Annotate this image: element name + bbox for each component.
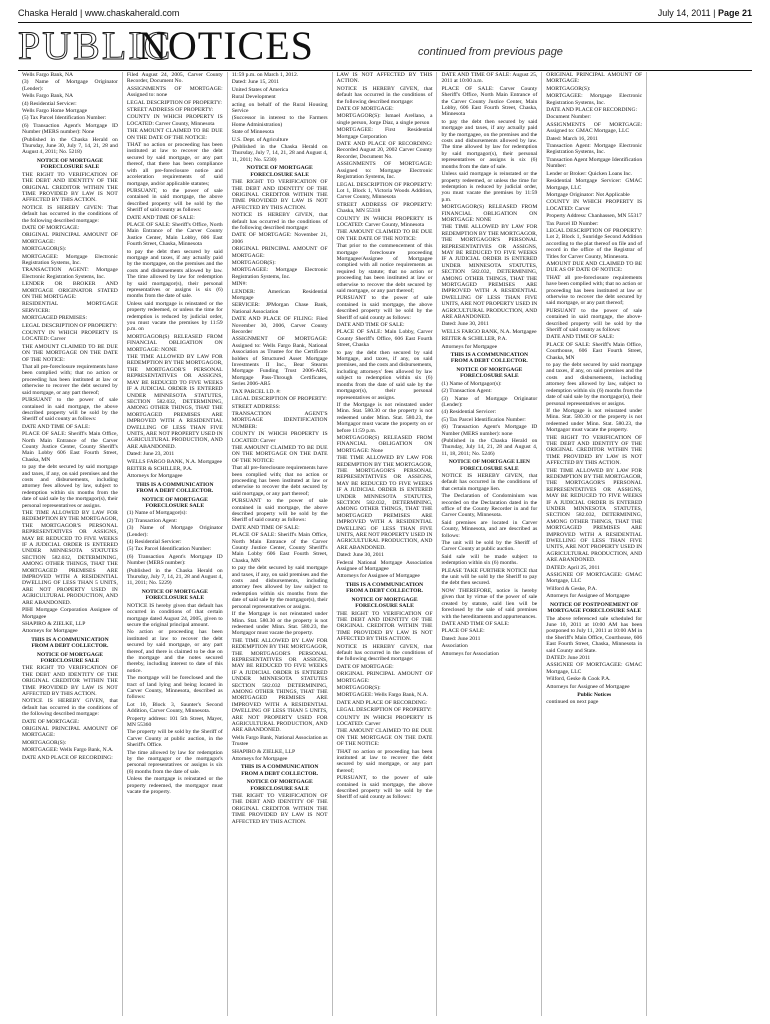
notice-heading: NOTICE OF MORTGAGE FORECLOSURE SALE bbox=[246, 165, 313, 178]
notice-paragraph: (6) Transaction Agent's Mortgage ID Number (MERS number): None bbox=[22, 122, 118, 136]
notice-paragraph: No action or proceeding has been instituted at law to recover the debt secured by said mortgage, or any part thereof, and there is claimed to be due on the mortgage and the notes secured thereby, including interest to date of this notice. bbox=[126, 629, 223, 674]
notice-paragraph: ORIGINAL PRINCIPAL AMOUNT OF MORTGAGE: bbox=[22, 232, 118, 245]
notice-paragraph: ASSIGNMENTS OF MORTGAGE: Assigned to: GMAC Mortgage, LLC bbox=[546, 121, 643, 135]
notice-heading: THIS IS A COMMUNICATION FROM A DEBT COLLECTOR. bbox=[450, 352, 529, 365]
notice-paragraph: Attorneys for Mortgagee bbox=[441, 343, 498, 350]
notice-paragraph: (3) Name of Mortgage Originator (Lender): bbox=[22, 79, 118, 92]
notice-paragraph: (4) Residential Servicer: bbox=[441, 409, 497, 416]
notice-paragraph: (Published in the Chaska Herald on Thursday, July 7, 14, 21, 28 and August 4, 11, 2011; No. 5229) bbox=[126, 567, 223, 587]
notice-paragraph: LEGAL DESCRIPTION OF PROPERTY: bbox=[231, 396, 327, 403]
notice-paragraph: Dated: June 23, 2011 bbox=[126, 451, 175, 458]
notice-paragraph: (1) Name of Mortgagor(s): bbox=[126, 510, 187, 517]
notice-paragraph: MORTGAGOR(S) RELEASED FROM FINANCIAL OBLIGATION ON MORTGAGE: None bbox=[336, 434, 433, 454]
notice-paragraph: THE RIGHT TO VERIFICATION OF THE DEBT AND IDENTITY OF THE ORIGINAL CREDITOR WITHIN THE TIME PROVIDED BY LAW IS NOT AFFECTED BY THIS ACTION. bbox=[546, 434, 643, 467]
notice-paragraph: LEGAL DESCRIPTION OF PROPERTY: bbox=[336, 707, 432, 714]
notice-column-2 bbox=[123, 72, 228, 1016]
notice-heading: THIS IS A COMMUNICATION FROM A DEBT COLLECTOR. bbox=[136, 481, 214, 495]
notice-paragraph: Wells Fargo Bank, National Association as Trustee bbox=[231, 734, 328, 748]
notice-paragraph: LENDER OR BROKER AND MORTGAGE ORIGINATOR STATED ON THE MORTGAGE: bbox=[22, 281, 118, 300]
notice-paragraph: Residential Mortgage Servicer: GMAC Mortgage, LLC bbox=[546, 178, 643, 191]
notice-paragraph: to pay the debt secured by said mortgage and taxes, if any, on said premises and the costs and disbursements, including attorney fees allowed by law, subject to redemption within six months from the date of said sale by the mortgagor(s), their personal representatives or assigns. bbox=[22, 464, 118, 509]
notice-paragraph: DATE OF MORTGAGE: bbox=[22, 224, 80, 231]
notice-heading: Public Notices bbox=[577, 691, 612, 698]
notice-paragraph: Document Number: bbox=[546, 114, 591, 121]
notice-paragraph: THE TIME ALLOWED BY LAW FOR REDEMPTION BY THE MORTGAGOR, THE MORTGAGOR'S PERSONAL REPRESENTATIVES OR ASSIGNS, MAY BE REDUCED TO FIVE WEEKS IF A JUDICIAL ORDER IS ENTERED UNDER MINNESOTA STATUTES SECTION 582.032, DETERMINING, AMONG OTHER THINGS, THAT THE MORTGAGED PREMISES ARE IMPROVED WITH A RESIDENTIAL DWELLING OF LESS THAN 5 UNITS, ARE NOT PROPERTY USED IN AGRICULTURAL PRODUCTION, AND ARE ABANDONED. bbox=[22, 510, 118, 606]
notice-paragraph: ASSIGNMENTS OF MORTGAGE: Assigned to: none bbox=[126, 85, 223, 99]
notice-paragraph: PURSUANT to the power of sale contained in said mortgage, the above described property will be sold by the Sheriff of said county as follows: bbox=[231, 498, 328, 524]
notice-paragraph: SHAPIRO & ZIELKE, LLP bbox=[22, 620, 86, 627]
notice-paragraph: (6) Transaction Agent's Mortgage ID Number (MERS number): bbox=[126, 553, 223, 567]
notice-paragraph: to pay the debt then secured by said mortgage and taxes, if any actually paid by the mortgagee, on the premises and the costs and disbursements allowed by law. The time allowed by law for redemption by said mortgagor(s), their personal representatives or assigns is six (6) months from the date of sale. bbox=[441, 118, 538, 170]
notice-paragraph: MORTGAGOR(S) RELEASED FROM FINANCIAL OBLIGATION ON MORTGAGE: NONE bbox=[441, 204, 538, 223]
notice-paragraph: STREET ADDRESS OF PROPERTY: bbox=[126, 107, 214, 114]
notice-paragraph: COUNTY IN WHICH PROPERTY IS LOCATED: Carver County, Minnesota bbox=[126, 114, 223, 127]
notice-paragraph: Transaction Agent Mortgage Identification Number: bbox=[546, 156, 643, 170]
notice-paragraph: LAW IS NOT AFFECTED BY THIS ACTION. bbox=[336, 72, 433, 85]
notice-paragraph: to pay the debt secured by said mortgage and taxes, if any, on said premises and the costs and disbursements, including attorney fees allowed by law subject to redemption within six months from the date of said sale by the mortgagor(s), their personal representatives or assigns. bbox=[231, 565, 328, 610]
notice-paragraph: MORTGAGOR(S): bbox=[546, 85, 591, 92]
notice-paragraph: (2) Transaction Agent: bbox=[126, 517, 178, 524]
notice-paragraph: NOTICE IS HEREBY GIVEN, that default has occurred in the conditions of the following described mortgage: bbox=[22, 698, 118, 718]
notice-paragraph: COUNTY IN WHICH PROPERTY IS LOCATED: Carver bbox=[22, 330, 118, 343]
notice-paragraph: MORTGAGOR(S) RELEASED FROM FINANCIAL OBLIGATION ON MORTGAGE: NONE bbox=[126, 333, 223, 353]
notice-paragraph: Transaction Agent: Mortgage Electronic Registration Systems, Inc. bbox=[546, 143, 643, 156]
notice-paragraph: THE RIGHT TO VERIFICATION OF THE DEBT AND IDENTITY OF THE ORIGINAL CREDITOR WITHIN THE TIME PROVIDED BY LAW IS NOT AFFECTED BY THIS ACTION. bbox=[22, 665, 118, 697]
notice-paragraph: Filed August 24, 2005, Carver County Recorder, Document No. bbox=[126, 72, 223, 85]
notice-paragraph: The above referenced sale scheduled for June 10, 2011 at 10:00 AM has been postponed to July 11, 2011 at 10:00 AM in the Sheriff's Main Office, Courthouse, 606 East Fourth Street, Chaska, Minnesota in said County and State. bbox=[546, 615, 643, 654]
notice-paragraph: THAT no action or proceeding has been instituted at law to recover the debt secured by said mortgage, or any part thereof, that there has been compliance with all pre-foreclosure notice and acceleration requirements of said mortgage, and/or applicable statutes; bbox=[126, 142, 223, 187]
notice-paragraph: MORTGAGEE: Mortgage Electronic Registration Systems, Inc. bbox=[22, 253, 118, 266]
notice-paragraph: DATE AND TIME OF SALE: bbox=[336, 322, 405, 329]
notice-paragraph: If the Mortgage is not reinstated under Minn. Stat. 580.30 or the property is not redeemed under Minn. Stat. 580.23, the Mortgagor must vacate the property. bbox=[546, 407, 643, 434]
notice-paragraph: ASSIGNMENT OF MORTGAGE: Assigned to: Wells Fargo Bank, National Association as Trustee for the Certificate holders of Structured Asset Mortgage Investments II Inc., Bear Stearns Mortgage Funding Trust 2006-AR5, Mortgage Pass-Through Certificates, Series 2006-AR5 bbox=[231, 336, 328, 388]
notice-paragraph: 11:59 p.m. on March 1, 2012. bbox=[231, 72, 299, 78]
notice-paragraph: Mortgage Originator: Not Applicable bbox=[546, 191, 630, 198]
notice-paragraph: WELLS FARGO BANK, N.A. Mortgagee bbox=[126, 458, 222, 465]
notice-paragraph: DATE AND PLACE OF RECORDING: bbox=[546, 107, 638, 114]
notice-paragraph: LEGAL DESCRIPTION OF PROPERTY: bbox=[22, 322, 118, 329]
notice-paragraph: Wells Fargo Bank, NA bbox=[22, 93, 74, 100]
notice-column-5 bbox=[437, 72, 542, 1016]
notice-paragraph: That all pre-foreclosure requirements have been complied with; that no action or proceeding has been instituted at law or otherwise to recover the debt secured by said mortgage, or any part thereof; bbox=[22, 364, 118, 396]
notice-paragraph: Dated: March 16, 2011 bbox=[546, 135, 598, 142]
notice-paragraph: MORTGAGEE: Mortgage Electronic Registration Systems, Inc. bbox=[231, 267, 328, 280]
notice-paragraph: Property address: 101 5th Street, Mayer, MN 55360 bbox=[126, 715, 223, 728]
notice-paragraph: ORIGINAL PRINCIPAL AMOUNT OF MORTGAGE: bbox=[231, 246, 328, 259]
notice-paragraph: Wilford & Geske, P.A. bbox=[546, 585, 598, 592]
notice-paragraph: NOTICE IS HEREBY GIVEN, that default has occurred in the conditions of the following described mortgage: bbox=[336, 643, 433, 663]
notice-paragraph: (5) Tax Parcel Identification Number: bbox=[441, 416, 526, 423]
notice-paragraph: The property will be sold by the Sheriff of Carver County at public auction, in the Sheriff's Office. bbox=[126, 729, 223, 749]
notice-paragraph: DATE OF MORTGAGE: bbox=[336, 663, 394, 670]
notice-paragraph: LEGAL DESCRIPTION OF PROPERTY: Lot 1, Block 1, Victoria Woods Addition, Carver County, Minnesota bbox=[336, 181, 433, 201]
notice-paragraph: DATE AND PLACE OF RECORDING: Recorded August 20, 2002 Carver County Recorder, Document No. bbox=[336, 141, 433, 160]
notice-paragraph: ASSIGNEE OF MORTGAGEE: GMAC Mortgage, LLC bbox=[546, 572, 643, 585]
notice-paragraph: PURSUANT to the power of sale contained in said mortgage, the above-described property will be sold by the Sheriff of said county as follows: bbox=[546, 307, 643, 334]
publication-name: Chaska Herald | www.chaskaherald.com bbox=[18, 8, 180, 18]
notice-paragraph: Attorneys for Association bbox=[441, 650, 499, 657]
notice-heading: NOTICE OF MORTGAGE FORECLOSURE SALE bbox=[141, 496, 208, 509]
notice-paragraph: If the Mortgage is not reinstated under Minn. Stat. 580.30 or the property is not redeemed under Minn. Stat. 580.23, the Mortgagor must vacate the property. bbox=[231, 611, 328, 637]
notice-paragraph: NOW THEREFORE, notice is hereby given that by virtue of the power of sale created by statute, said lien will be foreclosed by the sale of said premises with the hereditaments and appurtenances. bbox=[441, 587, 538, 620]
notice-paragraph: (3) Name of Mortgage Originator (Lender): bbox=[441, 395, 538, 408]
notice-paragraph: MORTGAGOR(S): bbox=[336, 684, 381, 691]
notice-paragraph: The mortgage will be foreclosed and the tract of land lying and being located in Carver County, Minnesota, described as follows: bbox=[126, 675, 223, 701]
notice-paragraph: THE TIME ALLOWED BY LAW FOR REDEMPTION BY THE MORTGAGOR, THE MORTGAGOR'S PERSONAL REPRESENTATIVES OR ASSIGNS, MAY BE REDUCED TO FIVE WEEKS IF A JUDICIAL ORDER IS ENTERED UNDER MINNESOTA STATUTES, SECTION 582.032, DETERMINING, AMONG OTHER THINGS, THAT THE MORTGAGED PREMISES ARE IMPROVED WITH A RESIDENTIAL DWELLING OF LESS THAN FIVE UNITS, ARE NOT PROPERTY USED IN AGRICULTURAL PRODUCTION, AND ARE ABANDONED. bbox=[126, 354, 223, 450]
notice-heading: THIS IS A COMMUNICATION FROM A DEBT COLLECTOR. bbox=[240, 764, 319, 777]
notice-heading: THIS IS A COMMUNICATION FROM A DEBT COLLECTOR. bbox=[345, 581, 424, 595]
notice-paragraph: PLEASE TAKE FURTHER NOTICE that the unit will be sold by the Sheriff to pay the debt then secured. bbox=[441, 567, 538, 587]
notice-paragraph: MORTGAGOR(S): Ismael Arellano, a single person, Jorge Diaz, a single person bbox=[336, 113, 433, 126]
notice-paragraph: LEGAL DESCRIPTION OF PROPERTY: bbox=[126, 99, 222, 106]
notice-paragraph: (Successor in interest to the Farmers Home Administration) bbox=[231, 115, 328, 128]
notice-paragraph: (5) Tax Parcel Identification Number: bbox=[126, 546, 212, 553]
notice-paragraph: NOTICE IS HEREBY GIVEN: That default has occurred in the conditions of the following described mortgage: bbox=[22, 204, 118, 224]
notice-paragraph: THE AMOUNT CLAIMED TO BE DUE ON THE DATE OF THE NOTICE: bbox=[126, 128, 223, 141]
notice-paragraph: ORIGINAL PRINCIPAL AMOUNT OF MORTGAGE: bbox=[22, 726, 118, 739]
notice-paragraph: PURSUANT to the power of sale contained in said mortgage, the above described property will be sold by the Sheriff of said county as follows: bbox=[22, 397, 118, 423]
notice-paragraph: Dated: June 15, 2011 bbox=[231, 79, 280, 86]
notice-paragraph: THE AMOUNT CLAIMED TO BE DUE ON THE MORTGAGE ON THE DATE OF THE NOTICE: bbox=[22, 343, 118, 363]
notice-paragraph: MORTGAGEE: Mortgage Electronic Registration Systems, Inc. bbox=[546, 93, 643, 106]
notice-paragraph: Attorneys for Mortgagee bbox=[126, 473, 183, 480]
notice-paragraph: Wilford, Geske & Cook P.A. bbox=[546, 676, 611, 683]
notice-column-7 bbox=[647, 72, 752, 1016]
notice-paragraph: THE RIGHT TO VERIFICATION OF THE DEBT AND IDENTITY OF THE ORIGINAL CREDITOR WITHIN THE TIME PROVIDED BY LAW IS NOT AFFECTED BY THIS ACTION. bbox=[22, 171, 118, 204]
notice-paragraph: The Declaration of Condominium was recorded on the Declaration dated in the office of the County Recorder in and for Carver County, Minnesota. bbox=[441, 493, 538, 519]
notice-paragraph: Wells Fargo Home Mortgage bbox=[22, 108, 88, 115]
notice-paragraph: ASSIGNMENTS OF MORTGAGE: Assigned to: Mortgage Electronic Registration Systems, Inc. bbox=[336, 161, 433, 181]
notice-paragraph: DATE AND TIME OF SALE: bbox=[231, 524, 300, 531]
masthead-rule bbox=[18, 70, 752, 71]
notice-paragraph: (6) Transaction Agent's Mortgage ID Number (MERS number): none bbox=[441, 424, 538, 437]
masthead-notices: NOTICES bbox=[138, 23, 314, 68]
notice-paragraph: Said sale will be made subject to redemption within six (6) months. bbox=[441, 553, 538, 567]
notice-paragraph: THE AMOUNT CLAIMED TO BE DUE ON THE DATE OF THE NOTICE: bbox=[336, 229, 433, 242]
notice-paragraph: MORTGAGOR(S): bbox=[231, 259, 276, 266]
notice-paragraph: NOTICE IS HEREBY GIVEN, that default has occurred in the conditions of that certain mortgage lien. bbox=[441, 472, 538, 492]
notice-paragraph: PLACE OF SALE: bbox=[441, 628, 485, 635]
notice-paragraph: THE TIME ALLOWED BY LAW FOR REDEMPTION BY THE MORTGAGOR, THE MORTGAGOR'S PERSONAL REPRESENTATIVES OR ASSIGNS, MAY BE REDUCED TO FIVE WEEKS IF A JUDICIAL ORDER IS ENTERED UNDER MINNESOTA STATUTES SECTION 582.032 DETERMINING, AMONG OTHER THINGS, THAT THE MORTGAGED PREMISES ARE IMPROVED WITH A RESIDENTIAL DWELLING OF LESS THAN 5 UNITS, ARE NOT PROPERTY USED FOR AGRICULTURAL PRODUCTION, AND ARE ABANDONED. bbox=[231, 637, 328, 734]
notice-paragraph: THE RIGHT TO VERIFICATION OF THE DEBT AND IDENTITY OF THE ORIGINAL CREDITOR WITHIN THE TIME PROVIDED BY LAW IS NOT AFFECTED BY THIS ACTION. bbox=[231, 179, 328, 211]
notice-paragraph: DATE AND TIME OF SALE: bbox=[546, 334, 615, 341]
notice-paragraph: Unless said mortgage is reinstated or the property redeemed, or unless the time for redemption is reduced by judicial order, you must vacate the premises by 11:59 p.m. bbox=[441, 171, 538, 203]
notice-paragraph: (1) Name of Mortgagor(s): bbox=[441, 380, 502, 387]
notice-paragraph: PLACE OF SALE: Sheriff's Office, North Main Entrance of the Carver County Justice Center, Main Lobby, 606 East Fourth Street, Chaska, Minnesota bbox=[126, 221, 223, 248]
notice-paragraph: PLACE OF SALE: Sheriff's Main Office, Courthouse, 606 East Fourth Street, Chaska, MN bbox=[546, 341, 643, 361]
notice-paragraph: COUNTY IN WHICH PROPERTY IS LOCATED: Carver County, Minnesota bbox=[336, 215, 433, 228]
notice-paragraph: ORIGINAL PRINCIPAL AMOUNT OF MORTGAGE: bbox=[336, 671, 433, 684]
notice-paragraph: PLACE OF SALE: Main Lobby, Carver County Sheriff's Office, 606 East Fourth Street, Chaska bbox=[336, 329, 433, 349]
notice-paragraph: THE TIME ALLOWED BY LAW FOR REDEMPTION BY THE MORTGAGOR, THE MORTGAGOR'S PERSONAL REPRESENTATIVES OR ASSIGNS, MAY BE REDUCED TO FIVE WEEKS IF A JUDICIAL ORDER IS ENTERED UNDER MINNESOTA STATUTES, SECTION 582.032, DETERMINING, AMONG OTHER THINGS, THAT THE MORTGAGED PREMISES ARE IMPROVED WITH A RESIDENTIAL DWELLING OF LESS THAN FIVE UNITS, ARE NOT PROPERTY USED IN AGRICULTURAL PRODUCTION, AND ARE ABANDONED. bbox=[336, 455, 433, 551]
notice-paragraph: Said premises are located in Carver County, Minnesota, and are described as follows: bbox=[441, 519, 538, 539]
notice-paragraph: DATE OF MORTGAGE: bbox=[22, 718, 80, 725]
continued-note: continued from previous page bbox=[418, 46, 563, 58]
notice-paragraph: MORTGAGOR(S): bbox=[22, 246, 67, 253]
notice-paragraph: Dated: June 30, 2011 bbox=[441, 321, 489, 328]
notice-paragraph: WELLS FARGO BANK, N.A. Mortgagee bbox=[441, 328, 537, 335]
notice-paragraph: DATED: April 25, 2011 bbox=[546, 564, 600, 571]
notice-paragraph: Association bbox=[441, 643, 468, 650]
notice-paragraph: That prior to the commencement of this mortgage foreclosure proceeding Mortgagee/Assignee of Mortgagee complied with all notice requirements as required by statute; that no action or proceeding has been instituted at law or otherwise to recover the debt secured by said mortgage, or any part thereof; bbox=[336, 243, 433, 294]
notice-paragraph: TAX PARCEL I.D. #: bbox=[231, 388, 281, 395]
notice-paragraph: PURSUANT, to the power of sale contained in said mortgage, the above described property will be sold by the Sheriff of said county as follows: bbox=[336, 775, 433, 801]
page-header bbox=[18, 6, 752, 20]
notice-paragraph: Lot 10, Block 3, Saunter's Second Addition, Carver County, Minnesota. bbox=[126, 701, 223, 715]
notice-heading: NOTICE OF MORTGAGE LIEN FORECLOSURE SALE bbox=[448, 459, 530, 472]
notice-paragraph: PLACE OF SALE: Sheriff's Main Office, North Main Entrance of the Carver County Justice Center, County Sheriff's Main Lobby 606 East Fourth Street, Chaska, MN bbox=[22, 431, 118, 463]
notice-paragraph: COUNTY IN WHICH PROPERTY IS LOCATED: Carver bbox=[336, 714, 433, 727]
notice-heading: NOTICE OF MORTGAGE FORECLOSURE SALE bbox=[456, 366, 523, 380]
notice-heading: THIS IS A COMMUNICATION FROM A DEBT COLLECTOR. bbox=[31, 636, 109, 650]
page-number: Page 21 bbox=[717, 8, 752, 18]
notice-paragraph: (4) Residential Servicer: bbox=[126, 539, 182, 546]
notice-paragraph: PURSUANT, to the power of sale contained in said mortgage, the above described property will be sold by the Sheriff of said county as follows: bbox=[126, 187, 223, 214]
notice-heading: NOTICE OF MORTGAGE FORECLOSURE SALE bbox=[36, 651, 103, 664]
page-date-and-number: July 14, 2011 | Page 21 bbox=[657, 8, 752, 18]
notice-paragraph: THE TIME ALLOWED BY LAW FOR REDEMPTION BY THE MORTGAGOR, THE MORTGAGOR'S PERSONAL REPRESENTATIVES OR ASSIGNS, MAY BE REDUCED TO FIVE WEEKS IF A JUDICIAL ORDER IS ENTERED UNDER MINNESOTA STATUTES, SECTION 582.032, DETERMINING, AMONG OTHER THINGS, THAT THE MORTGAGED PREMISES ARE IMPROVED WITH A RESIDENTIAL DWELLING OF LESS THAN FIVE UNITS, ARE NOT PROPERTY USED IN AGRICULTURAL PRODUCTION, AND ARE ABANDONED. bbox=[441, 224, 538, 321]
notice-column-1 bbox=[18, 72, 123, 1016]
notice-paragraph: REITER & SCHILLER, P.A. bbox=[441, 336, 508, 343]
notice-paragraph: MORTGAGEE: First Residential Mortgage Corporation bbox=[336, 127, 433, 140]
notice-paragraph: DATE AND PLACE OF RECORDING: bbox=[22, 754, 113, 761]
notice-paragraph: Attorneys for Assignee of Mortgagee bbox=[336, 573, 420, 580]
notice-heading: NOTICE OF MORTGAGE FORECLOSURE SALE bbox=[246, 779, 313, 792]
notice-paragraph: DATE OF MORTGAGE: November 21, 2006 bbox=[231, 232, 328, 245]
notice-paragraph: continued on next page bbox=[546, 699, 599, 706]
section-masthead bbox=[18, 24, 752, 68]
notice-paragraph: COUNTY IN WHICH PROPERTY IS LOCATED: Carver bbox=[231, 431, 328, 444]
notice-column-4 bbox=[333, 72, 438, 1016]
notice-column-3 bbox=[228, 72, 333, 1016]
notice-paragraph: (4) Residential Servicer: bbox=[22, 100, 77, 107]
notice-paragraph: DATE AND TIME OF SALE: bbox=[441, 620, 510, 627]
notice-paragraph: to pay the debt secured by said mortgage and taxes, if any, on said premises and the costs and disbursements, including attorney fees allowed by law, subject to redemption within six (6) months from the date of said sale by the mortgagor(s), their personal representatives or assigns. bbox=[546, 362, 643, 407]
notice-paragraph: (3) Name of Mortgage Originator (Lender): bbox=[126, 525, 223, 538]
notice-paragraph: NOTICE IS HEREBY GIVEN, that default has occurred in the conditions of the following described mortgage: bbox=[336, 85, 433, 105]
notice-paragraph: ASSIGNEE OF MORTGAGEE: GMAC Mortgage, LLC bbox=[546, 662, 643, 675]
notice-paragraph: to pay the debt then secured by said Mortgage, and taxes, if any, on said premises, and the costs and disbursements, including attorneys' fees allowed by law subject to redemption within six (6) months from the date of said sale by the mortgagor(s), their personal representatives or assigns. bbox=[336, 349, 433, 401]
notice-paragraph: THE TIME ALLOWED BY LAW FOR REDEMPTION BY THE MORTGAGOR, THE MORTGAGOR'S PERSONAL REPRESENTATIVES OR ASSIGNS, MAY BE REDUCED TO FIVE WEEKS IF A JUDICIAL ORDER IS ENTERED UNDER MINNESOTA STATUTES, SECTION 582.032, DETERMINING, AMONG OTHER THINGS, THAT THE MORTGAGED PREMISES ARE IMPROVED WITH A RESIDENTIAL DWELLING OF LESS THAN FIVE UNITS, ARE NOT PROPERTY USED IN AGRICULTURAL PRODUCTION, AND ARE ABANDONED. bbox=[546, 467, 643, 564]
notice-paragraph: Unless said mortgage is reinstated or the property redeemed, or unless the time for redemption is reduced by judicial order, you must vacate the premises by 11:59 p.m. on bbox=[126, 300, 223, 333]
notice-paragraph: PURSUANT to the power of sale contained in said mortgage, the above described property will be sold by the Sheriff of said county as follows: bbox=[336, 295, 433, 321]
notice-paragraph: RESIDENTIAL MORTGAGE SERVICER: bbox=[22, 301, 118, 314]
notice-paragraph: DATE AND TIME OF SALE: August 25, 2011 at 10:00 a.m. bbox=[441, 72, 538, 85]
notice-paragraph: MORTGAGOR(S): bbox=[22, 739, 67, 746]
notice-column-6 bbox=[542, 72, 647, 1016]
notice-paragraph: DATE AND TIME OF SALE: bbox=[22, 423, 90, 430]
notice-paragraph: SHAPIRO & ZIELKE, LLP bbox=[231, 748, 296, 755]
notice-paragraph: MORTGAGEE: Wells Fargo Bank, N.A. bbox=[336, 692, 429, 699]
issue-date: July 14, 2011 bbox=[657, 8, 711, 18]
notice-paragraph: Lender or Broker: Quicken Loans Inc. bbox=[546, 170, 633, 177]
notice-paragraph: REITER & SCHILLER, P.A. bbox=[126, 465, 193, 472]
notice-paragraph: State of Minnesota bbox=[231, 129, 274, 136]
notice-paragraph: Wells Fargo Bank, NA bbox=[22, 72, 74, 78]
notice-columns bbox=[18, 72, 752, 1016]
notice-paragraph: STREET ADDRESS OF PROPERTY: Chaska, MN 55318 bbox=[336, 201, 433, 215]
notice-paragraph: PLACE OF SALE: Carver County Sheriff's Office, North Main Entrance of the Carver County Justice Center, Main Lobby, 606 East Fourth Street, Chaska, Minnesota bbox=[441, 85, 538, 118]
notice-paragraph: NOTICE IS HEREBY GIVEN, that default has occurred in the conditions of the following described mortgage: bbox=[231, 212, 328, 231]
notice-paragraph: THE RIGHT TO VERIFICATION OF THE DEBT AND IDENTITY OF THE ORIGINAL CREDITOR WITHIN THE TIME PROVIDED BY LAW IS NOT AFFECTED BY THIS ACTION. bbox=[231, 793, 328, 825]
notice-paragraph: Attorneys for Assignee of Mortgagee bbox=[546, 593, 630, 600]
notice-paragraph: DATE AND PLACE OF FILING: Filed November 30, 2006, Carver County Recorder bbox=[231, 316, 328, 336]
notice-paragraph: COUNTY IN WHICH PROPERTY IS LOCATED: Carver bbox=[546, 199, 643, 212]
notice-heading: NOTICE OF MORTGAGE FORECLOSURE SALE bbox=[36, 157, 103, 171]
notice-paragraph: (Published in the Chaska Herald on Thursday, July 7, 14, 21, 28 and August 4, 11, 2011; No. 5230) bbox=[231, 144, 328, 163]
notice-paragraph: TRANSACTION AGENT'S MORTGAGE IDENTIFICATION NUMBER: bbox=[231, 410, 328, 430]
notice-paragraph: Property Address: Chanhassen, MN 55317 bbox=[546, 213, 642, 220]
notice-paragraph: Attorneys for Mortgagee bbox=[22, 628, 78, 635]
notice-paragraph: THE AMOUNT CLAIMED TO BE DUE ON THE MORTGAGE ON THE DATE OF THE NOTICE: bbox=[231, 444, 328, 464]
notice-paragraph: DATE OF MORTGAGE: bbox=[336, 106, 394, 113]
notice-paragraph: STREET ADDRESS: bbox=[231, 403, 281, 410]
notice-paragraph: MORTGAGEE: Wells Fargo Bank, N.A. bbox=[22, 747, 114, 754]
notice-paragraph: LENDER: American Residential Mortgage bbox=[231, 288, 328, 301]
notice-paragraph: AMOUNT DUE AND CLAIMED TO BE DUE AS OF DATE OF NOTICE: bbox=[546, 260, 643, 274]
notice-paragraph: LEGAL DESCRIPTION OF PROPERTY: Lot 2, Block 1, Sunridge Second Addition according to the plat thereof on file and of record in the office of the Registrar of Titles for Carver County, Minnesota. bbox=[546, 227, 643, 260]
notice-paragraph: The unit will be sold by the Sheriff of Carver County at public auction. bbox=[441, 540, 538, 553]
notice-paragraph: DATED: June 2011 bbox=[546, 654, 591, 661]
notice-paragraph: Unless the mortgage is reinstated or the property redeemed, the mortgagor must vacate the property. bbox=[126, 776, 223, 796]
notice-paragraph: If the Mortgage is not reinstated under Minn. Stat. 580.30 or the property is not redeemed under Minn. Stat. 580.23, the Mortgagor must vacate the property on or before 11:59 p.m. bbox=[336, 401, 433, 434]
notice-paragraph: SERVICER: JPMorgan Chase Bank, National Association bbox=[231, 302, 328, 315]
notice-paragraph: DATE AND PLACE OF RECORDING: bbox=[336, 699, 428, 706]
notice-paragraph: MIN#: bbox=[231, 281, 247, 288]
notice-heading: NOTICE OF MORTGAGE FORECLOSURE SALE bbox=[141, 588, 208, 602]
notice-paragraph: Rural Development bbox=[231, 94, 276, 101]
notice-paragraph: Tax Parcel ID Number: bbox=[546, 220, 599, 227]
notice-paragraph: That all pre-foreclosure requirements have been complied with; that no action or proceeding has been instituted at law or otherwise to recover the debt secured by said mortgage, or any part thereof; bbox=[231, 465, 328, 497]
notice-paragraph: acting on behalf of the Rural Housing Service bbox=[231, 101, 328, 115]
notice-paragraph: Federal National Mortgage Association Assignee of Mortgagee bbox=[336, 559, 433, 573]
notice-paragraph: (2) Transaction Agent: bbox=[441, 388, 492, 395]
notice-paragraph: United States of America bbox=[231, 86, 289, 93]
notice-paragraph: (Published in the Chaska Herald on Thursday, June 30, July 7, 14, 21, 28 and August 4, 2011; No. 5218) bbox=[22, 136, 118, 156]
notice-paragraph: THAT all pre-foreclosure requirements have been complied with; that no action or proceeding has been instituted at law or otherwise to recover the debt secured by said mortgage, or any part thereof; bbox=[546, 274, 643, 307]
notice-paragraph: to pay the debt then secured by said mortgage and taxes, if any actually paid by the mortgagee, on the premises and the costs and disbursements allowed by law. The time allowed by law for redemption by said mortgagor(s), their personal representatives or assigns is six (6) months from the date of sale. bbox=[126, 248, 223, 300]
notice-paragraph: Dated: June 30, 2011 bbox=[336, 552, 384, 559]
notice-paragraph: PLACE OF SALE: Sheriff's Main Office, North Main Entrance of the Carver County Justice Center, County Sheriff's Main Lobby 606 East Fourth Street, Chaska, MN bbox=[231, 532, 328, 564]
notice-paragraph: U.S. Dept. of Agriculture bbox=[231, 136, 289, 143]
notice-paragraph: MORTGAGED PREMISES: bbox=[22, 315, 88, 322]
notice-paragraph: Dated: June 2011 bbox=[441, 635, 481, 642]
notice-paragraph: THAT no action or proceeding has been instituted at law to recover the debt secured by said mortgage, or any part thereof; bbox=[336, 748, 433, 774]
notice-paragraph: Attorneys for Mortgagee bbox=[231, 756, 288, 763]
masthead-public: PUBLIC bbox=[18, 23, 173, 68]
notice-paragraph: NOTICE IS hereby given that default has occurred in conditions of that certain mortgage dated August 24, 2005, given to secure the original principal amount. bbox=[126, 602, 223, 628]
notice-paragraph: THE RIGHT TO VERIFICATION OF THE DEBT AND IDENTITY OF THE ORIGINAL CREDITOR WITHIN THE TIME PROVIDED BY LAW IS NOT AFFECTED BY THIS ACTION. bbox=[336, 610, 433, 643]
notice-paragraph: THE AMOUNT CLAIMED TO BE DUE ON THE MORTGAGE ON THE DATE OF THE NOTICE: bbox=[336, 728, 433, 748]
notice-paragraph: (Published in the Chaska Herald on Thursday, July 14, 21, 28 and August 4, 11, 18, 2011; No. 5246) bbox=[441, 437, 538, 457]
notice-paragraph: (5) Tax Parcel Identification Number: bbox=[22, 115, 107, 122]
notice-heading: NOTICE OF POSTPONEMENT OF MORTGAGE FORECLOSURE SALE bbox=[547, 601, 642, 615]
notice-heading: NOTICE OF MORTGAGE FORECLOSURE SALE bbox=[351, 596, 418, 610]
notice-paragraph: Attorneys for Assignee of Mortgagee bbox=[546, 683, 630, 690]
notice-paragraph: TRANSACTION AGENT: Mortgage Electronic Registration Systems, Inc. bbox=[22, 267, 118, 280]
notice-paragraph: PIHI Mortgage Corporation Assignee of Mortgagee bbox=[22, 607, 118, 620]
notice-paragraph: ORIGINAL PRINCIPAL AMOUNT OF MORTGAGE: bbox=[546, 72, 643, 85]
notice-paragraph: DATE AND TIME OF SALE: bbox=[126, 214, 195, 221]
notice-paragraph: The time allowed by law for redemption by the mortgagor or the mortgagor's personal representatives or assigns is six (6) months from the date of sale. bbox=[126, 749, 223, 775]
